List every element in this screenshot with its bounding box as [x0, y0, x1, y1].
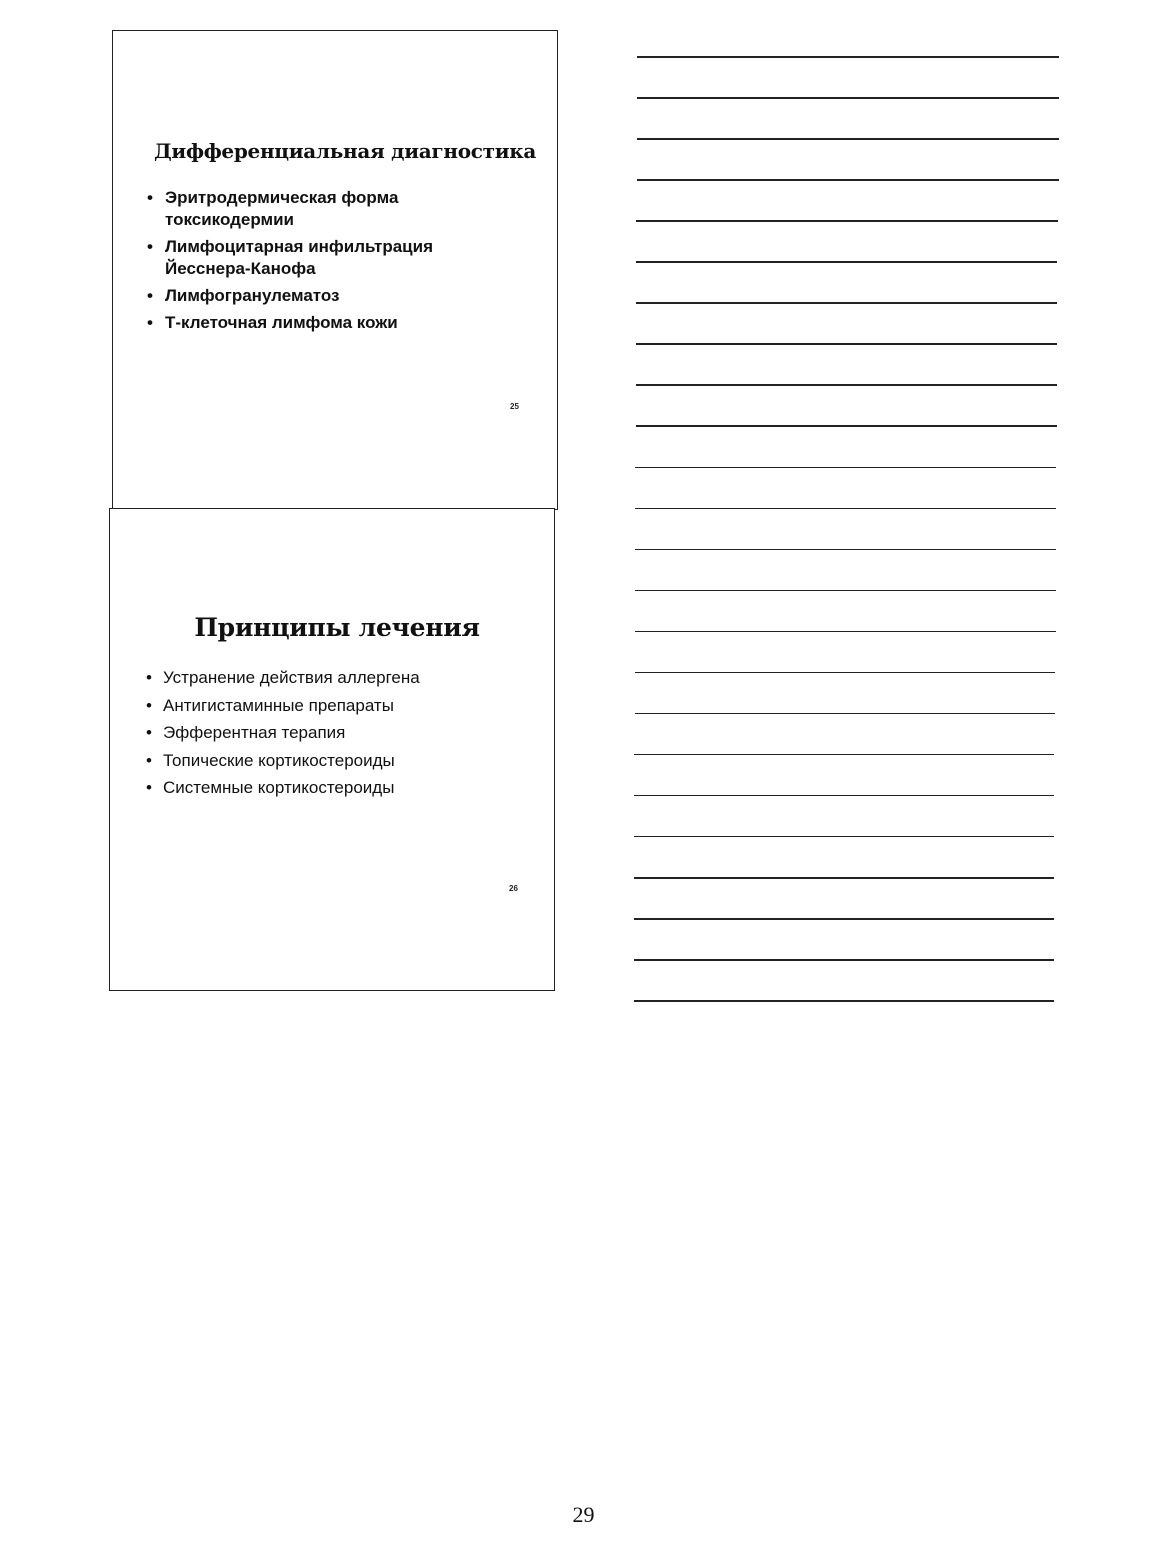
bullet-list	[146, 667, 523, 805]
note-line	[637, 138, 1059, 140]
note-line	[636, 384, 1057, 386]
bullet-icon: •	[146, 695, 152, 715]
note-line	[634, 795, 1054, 797]
bullet-text: Устранение действия аллергена	[163, 668, 420, 687]
notes-area	[632, 40, 1060, 1010]
note-line	[635, 508, 1056, 510]
bullet-list	[147, 187, 495, 339]
bullet-text: Лимфогранулематоз	[165, 286, 340, 305]
page-number: 29	[572, 1502, 595, 1527]
list-item	[147, 285, 495, 307]
bullet-icon: •	[147, 188, 153, 207]
bullet-text: Топические кортикостероиды	[163, 750, 395, 770]
note-line	[635, 631, 1056, 633]
note-line	[634, 959, 1054, 961]
list-item	[146, 777, 523, 799]
bullet-icon: •	[147, 237, 153, 256]
bullet-text: Эфферентная терапия	[163, 723, 346, 742]
bullet-icon: •	[146, 668, 152, 687]
note-line	[634, 918, 1054, 920]
bullet-text: Лимфоцитарная инфильтрация Йесснера-Канофа	[165, 237, 433, 278]
list-item	[146, 695, 523, 717]
note-line	[635, 590, 1056, 592]
slide-title: Принципы лечения	[194, 613, 480, 642]
note-line	[636, 220, 1058, 222]
list-item	[147, 312, 495, 334]
list-item	[146, 667, 523, 689]
bullet-icon: •	[146, 778, 152, 797]
slide-25	[112, 30, 558, 510]
note-line	[634, 877, 1054, 879]
note-line	[636, 425, 1057, 427]
bullet-text: Системные кортикостероиды	[163, 778, 395, 797]
bullet-text: Т-клеточная лимфома кожи	[165, 313, 398, 332]
slide-title: Дифференциальная диагностика	[153, 139, 537, 163]
note-line	[635, 549, 1056, 551]
bullet-text: Антигистаминные препараты	[163, 695, 394, 715]
list-item	[146, 722, 523, 744]
note-line	[634, 836, 1054, 838]
note-line	[634, 754, 1054, 756]
bullet-icon: •	[146, 723, 152, 742]
slide-26	[109, 508, 555, 991]
bullet-text: Эритродермическая форма токсикодермии	[165, 188, 399, 229]
note-line	[634, 1000, 1054, 1002]
bullet-icon: •	[147, 313, 153, 332]
list-item	[146, 750, 523, 772]
note-line	[637, 56, 1059, 58]
slide-number: 26	[509, 884, 518, 893]
bullet-icon: •	[147, 286, 153, 305]
note-line	[635, 713, 1055, 715]
note-line	[637, 97, 1059, 99]
list-item	[147, 236, 495, 280]
note-line	[636, 302, 1057, 304]
note-line	[636, 261, 1057, 263]
note-line	[635, 672, 1055, 674]
list-item	[147, 187, 495, 231]
note-line	[635, 467, 1056, 469]
slide-number: 25	[510, 402, 519, 411]
note-line	[636, 343, 1057, 345]
note-line	[637, 179, 1059, 181]
bullet-icon: •	[146, 750, 152, 770]
